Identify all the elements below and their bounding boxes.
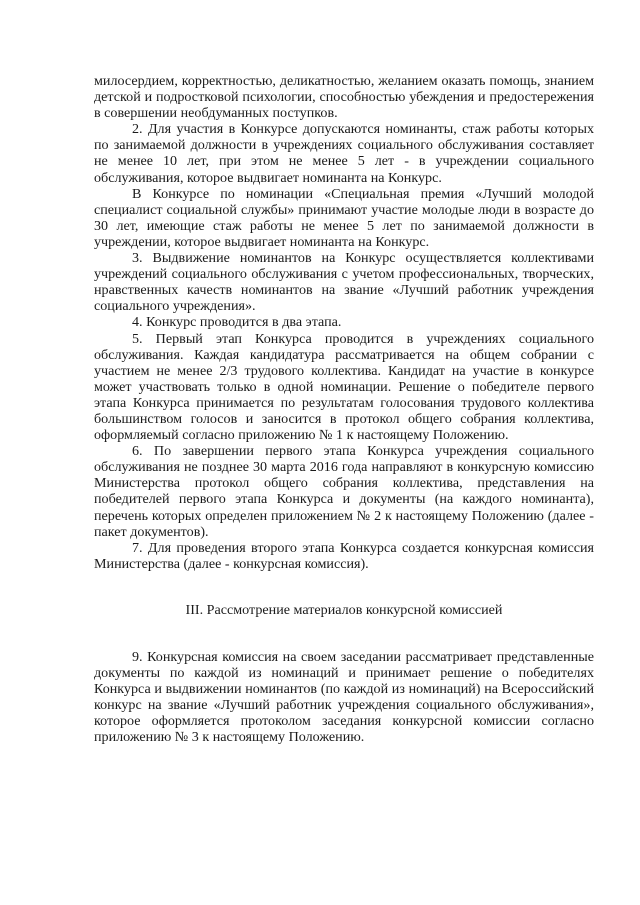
paragraph-item-3: 3. Выдвижение номинантов на Конкурс осуществляется коллективами учреждений социального обслуживания с учетом профессиональных, творческих, нравственных качеств номинантов на звание «Лучший работник учреждения социального учреждения». [94, 250, 594, 315]
document-body [94, 73, 594, 746]
paragraph-young-specialist: В Конкурсе по номинации «Специальная премия «Лучший молодой специалист социальной службы» принимают участие молодые люди в возрасте до 30 лет, имеющие стаж работы не менее 5 лет по занимаемой должности в учреждении, которое выдвигает номинанта на Конкурс. [94, 185, 594, 250]
paragraph-item-5: 5. Первый этап Конкурса проводится в учреждениях социального обслуживания. Каждая кандидатура рассматривается на общем собрании с участием не менее 2/3 трудового коллектива. Кандидат на участие в конкурсе может участвовать только в одной номинации. Решение о победителе первого этапа Конкурса принимается по результатам голосования трудового коллектива большинством голосов и заносится в протокол общего собрания коллектива, оформляемый согласно приложению № 1 к настоящему Положению. [94, 330, 594, 444]
paragraph-item-9: 9. Конкурсная комиссия на своем заседании рассматривает представленные документы по каждой из номинаций и принимает решение о победителях Конкурса и выдвижении номинантов (по каждой из номинаций) на Всероссийский конкурс на звание «Лучший работник учреждения социального обслуживания», которое оформляется протоколом заседания конкурсной комиссии согласно приложению № 3 к настоящему Положению. [94, 649, 594, 746]
section-heading: III. Рассмотрение материалов конкурсной комиссией [185, 601, 503, 618]
paragraph-continuation: милосердием, корректностью, деликатностью, желанием оказать помощь, знанием детской и подростковой психологии, способностью убеждения и предостережения в совершении необдуманных поступков. [94, 73, 594, 122]
paragraph-item-6: 6. По завершении первого этапа Конкурса учреждения социального обслуживания не позднее 30 марта 2016 года направляют в конкурсную комиссию Министерства протокол общего собрания коллектива, представления на победителей первого этапа Конкурса и документы (на каждого номинанта), перечень которых определен приложением № 2 к настоящему Положению (далее - пакет документов). [94, 443, 594, 540]
paragraph-item-2: 2. Для участия в Конкурсе допускаются номинанты, стаж работы которых по занимаемой должности в учреждениях социального обслуживания составляет не менее 10 лет, при этом не менее 5 лет - в учреждении социального обслуживания, которое выдвигает номинанта на Конкурс. [94, 121, 594, 186]
paragraph-item-7: 7. Для проведения второго этапа Конкурса создается конкурсная комиссия Министерства (далее - конкурсная комиссия). [94, 539, 594, 572]
paragraph-item-4: 4. Конкурс проводится в два этапа. [132, 314, 342, 331]
